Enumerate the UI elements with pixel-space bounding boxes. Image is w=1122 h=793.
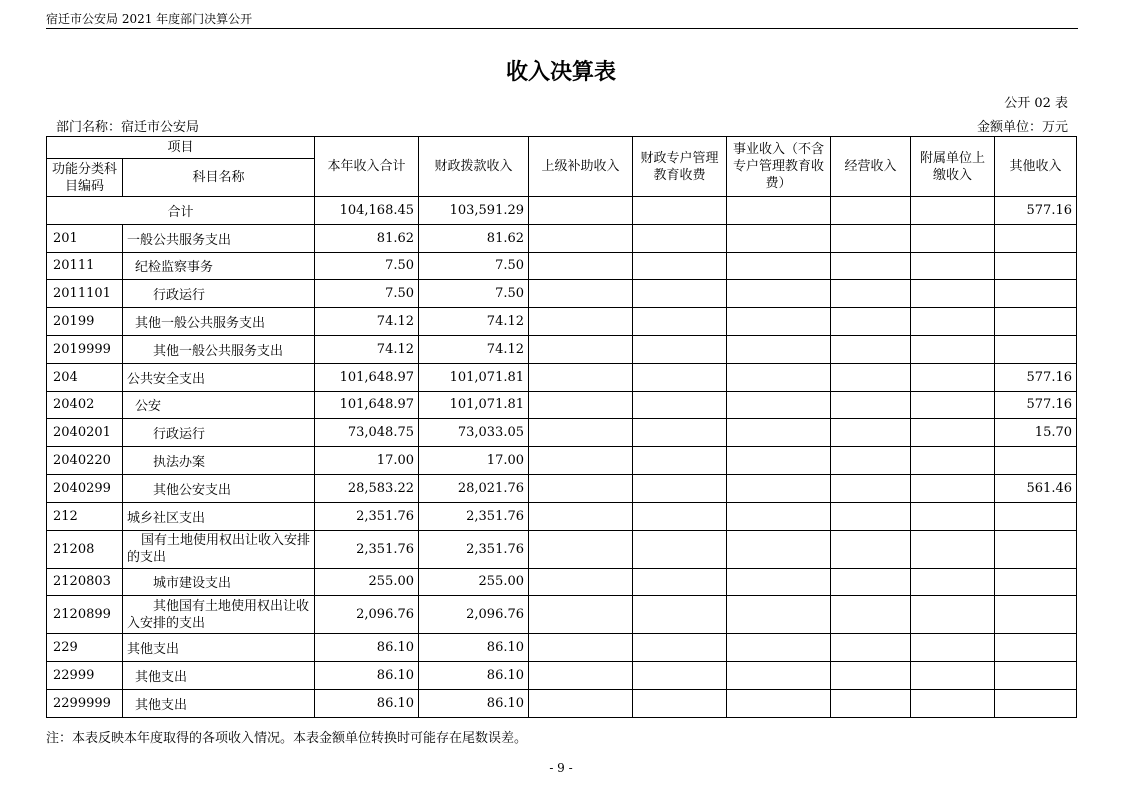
header-func-code: 功能分类科目编码 bbox=[47, 159, 123, 197]
row-total: 86.10 bbox=[315, 689, 419, 717]
row-code: 2019999 bbox=[47, 335, 123, 363]
row-name: 一般公共服务支出 bbox=[123, 224, 315, 252]
row-fiscal: 101,071.81 bbox=[419, 363, 529, 391]
row-other bbox=[995, 224, 1077, 252]
table-row bbox=[47, 419, 1077, 447]
table-code: 公开 02 表 bbox=[1004, 96, 1068, 111]
row-fiscal: 7.50 bbox=[419, 280, 529, 308]
row-total: 2,096.76 bbox=[315, 596, 419, 634]
row-total: 2,351.76 bbox=[315, 502, 419, 530]
row-fiscal: 74.12 bbox=[419, 335, 529, 363]
total-fiscal-cell: 103,591.29 bbox=[419, 197, 529, 225]
row-code: 22999 bbox=[47, 662, 123, 690]
table-row bbox=[47, 530, 1077, 568]
row-name: 其他公安支出 bbox=[123, 474, 315, 502]
row-fiscal: 86.10 bbox=[419, 689, 529, 717]
row-other bbox=[995, 596, 1077, 634]
row-total: 28,583.22 bbox=[315, 474, 419, 502]
row-fiscal: 74.12 bbox=[419, 308, 529, 336]
row-other bbox=[995, 634, 1077, 662]
row-total: 255.00 bbox=[315, 568, 419, 596]
row-fiscal: 73,033.05 bbox=[419, 419, 529, 447]
header-fiscal-appropriation: 财政拨款收入 bbox=[419, 137, 529, 197]
row-other: 577.16 bbox=[995, 391, 1077, 419]
row-name: 国有土地使用权出让收入安排的支出 bbox=[123, 530, 315, 568]
table-row bbox=[47, 568, 1077, 596]
row-name: 纪检监察事务 bbox=[123, 252, 315, 280]
row-code: 2299999 bbox=[47, 689, 123, 717]
row-code: 212 bbox=[47, 502, 123, 530]
table-row bbox=[47, 474, 1077, 502]
row-total: 101,648.97 bbox=[315, 363, 419, 391]
income-table bbox=[46, 136, 1077, 718]
header-affiliated-income: 附属单位上缴收入 bbox=[911, 137, 995, 197]
row-fiscal: 81.62 bbox=[419, 224, 529, 252]
header-operating-income: 经营收入 bbox=[831, 137, 911, 197]
table-row bbox=[47, 596, 1077, 634]
row-other: 561.46 bbox=[995, 474, 1077, 502]
row-other bbox=[995, 280, 1077, 308]
row-total: 7.50 bbox=[315, 252, 419, 280]
footnote: 注：本表反映本年度取得的各项收入情况。本表金额单位转换时可能存在尾数误差。 bbox=[46, 731, 528, 746]
table-row bbox=[47, 308, 1077, 336]
row-other: 15.70 bbox=[995, 419, 1077, 447]
table-row bbox=[47, 252, 1077, 280]
row-fiscal: 86.10 bbox=[419, 662, 529, 690]
row-code: 20111 bbox=[47, 252, 123, 280]
amount-unit: 金额单位：万元 bbox=[976, 120, 1068, 135]
table-row bbox=[47, 280, 1077, 308]
row-fiscal: 17.00 bbox=[419, 447, 529, 475]
row-name: 其他支出 bbox=[123, 662, 315, 690]
row-total: 17.00 bbox=[315, 447, 419, 475]
total-label: 合计 bbox=[47, 197, 315, 225]
row-fiscal: 2,351.76 bbox=[419, 502, 529, 530]
row-name: 其他支出 bbox=[123, 634, 315, 662]
row-name: 其他支出 bbox=[123, 689, 315, 717]
header-other-income: 其他收入 bbox=[995, 137, 1077, 197]
row-code: 20199 bbox=[47, 308, 123, 336]
row-fiscal: 2,096.76 bbox=[419, 596, 529, 634]
page-number: - 9 - bbox=[549, 761, 573, 775]
row-code: 204 bbox=[47, 363, 123, 391]
header-fiscal-education: 财政专户管理教育收费 bbox=[633, 137, 727, 197]
table-row bbox=[47, 391, 1077, 419]
table-row bbox=[47, 335, 1077, 363]
row-total: 101,648.97 bbox=[315, 391, 419, 419]
page-title: 收入决算表 bbox=[505, 60, 616, 85]
row-other bbox=[995, 530, 1077, 568]
total-row bbox=[47, 197, 1077, 225]
row-code: 2120803 bbox=[47, 568, 123, 596]
table-row bbox=[47, 502, 1077, 530]
total-other-cell: 577.16 bbox=[995, 197, 1077, 225]
row-code: 21208 bbox=[47, 530, 123, 568]
row-name: 其他一般公共服务支出 bbox=[123, 308, 315, 336]
row-fiscal: 86.10 bbox=[419, 634, 529, 662]
table-row bbox=[47, 634, 1077, 662]
row-total: 74.12 bbox=[315, 335, 419, 363]
row-code: 2040201 bbox=[47, 419, 123, 447]
row-total: 86.10 bbox=[315, 662, 419, 690]
row-code: 20402 bbox=[47, 391, 123, 419]
row-other bbox=[995, 308, 1077, 336]
row-total: 2,351.76 bbox=[315, 530, 419, 568]
row-fiscal: 28,021.76 bbox=[419, 474, 529, 502]
department-name: 部门名称：宿迁市公安局 bbox=[56, 120, 200, 135]
row-name: 其他一般公共服务支出 bbox=[123, 335, 315, 363]
row-total: 74.12 bbox=[315, 308, 419, 336]
row-fiscal: 7.50 bbox=[419, 252, 529, 280]
row-code: 2011101 bbox=[47, 280, 123, 308]
row-other bbox=[995, 502, 1077, 530]
row-name: 公共安全支出 bbox=[123, 363, 315, 391]
row-name: 行政运行 bbox=[123, 419, 315, 447]
row-code: 2040299 bbox=[47, 474, 123, 502]
row-total: 86.10 bbox=[315, 634, 419, 662]
row-total: 81.62 bbox=[315, 224, 419, 252]
row-name: 行政运行 bbox=[123, 280, 315, 308]
row-total: 73,048.75 bbox=[315, 419, 419, 447]
total-income-cell: 104,168.45 bbox=[315, 197, 419, 225]
row-total: 7.50 bbox=[315, 280, 419, 308]
table-row bbox=[47, 224, 1077, 252]
row-code: 229 bbox=[47, 634, 123, 662]
row-code: 201 bbox=[47, 224, 123, 252]
table-row bbox=[47, 689, 1077, 717]
row-fiscal: 2,351.76 bbox=[419, 530, 529, 568]
header-project: 项目 bbox=[47, 137, 315, 159]
header-superior-subsidy: 上级补助收入 bbox=[529, 137, 633, 197]
row-other bbox=[995, 252, 1077, 280]
header-rule bbox=[46, 28, 1078, 29]
row-code: 2120899 bbox=[47, 596, 123, 634]
row-name: 公安 bbox=[123, 391, 315, 419]
row-other bbox=[995, 689, 1077, 717]
header-total-income: 本年收入合计 bbox=[315, 137, 419, 197]
row-name: 执法办案 bbox=[123, 447, 315, 475]
row-fiscal: 101,071.81 bbox=[419, 391, 529, 419]
table-row bbox=[47, 363, 1077, 391]
row-code: 2040220 bbox=[47, 447, 123, 475]
row-other bbox=[995, 662, 1077, 690]
row-name: 城市建设支出 bbox=[123, 568, 315, 596]
table-row bbox=[47, 662, 1077, 690]
header-business-income: 事业收入（不含专户管理教育收费） bbox=[727, 137, 831, 197]
row-other bbox=[995, 335, 1077, 363]
row-other bbox=[995, 447, 1077, 475]
row-other bbox=[995, 568, 1077, 596]
row-fiscal: 255.00 bbox=[419, 568, 529, 596]
running-header: 宿迁市公安局 2021 年度部门决算公开 bbox=[46, 12, 253, 26]
header-subject-name: 科目名称 bbox=[123, 159, 315, 197]
row-name: 其他国有土地使用权出让收入安排的支出 bbox=[123, 596, 315, 634]
row-name: 城乡社区支出 bbox=[123, 502, 315, 530]
table-row bbox=[47, 447, 1077, 475]
row-other: 577.16 bbox=[995, 363, 1077, 391]
